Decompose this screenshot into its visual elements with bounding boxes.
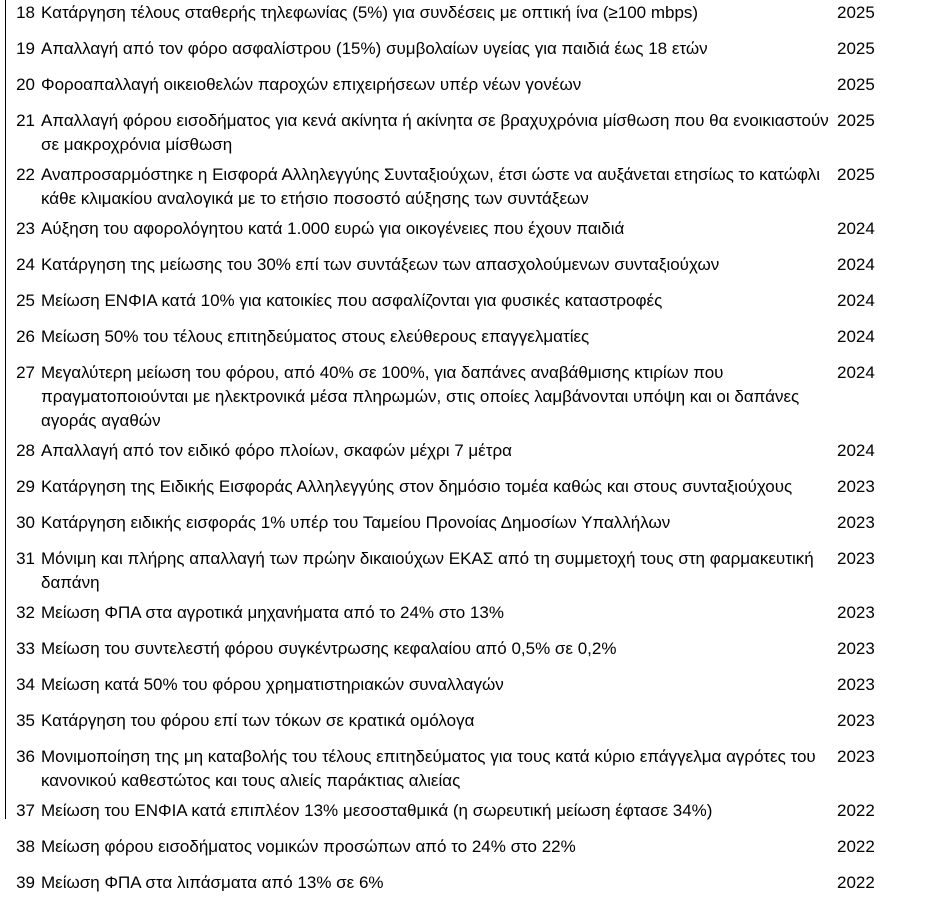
measure-year: 2023 (837, 747, 875, 766)
row-number: 18 (16, 3, 35, 22)
table-row (6, 161, 937, 215)
row-number-cell[interactable] (6, 215, 36, 251)
row-number-cell[interactable] (6, 323, 36, 359)
measure-year-cell[interactable] (831, 287, 937, 323)
row-number: 34 (16, 675, 35, 694)
measure-description-cell[interactable] (36, 509, 831, 545)
row-number: 29 (16, 477, 35, 496)
measure-year-cell[interactable] (831, 797, 937, 833)
row-number: 26 (16, 327, 35, 346)
measure-year: 2023 (837, 549, 875, 568)
measure-description: Κατάργηση ειδικής εισφοράς 1% υπέρ του Ταμείου Προνοίας Δημοσίων Υπαλλήλων (41, 513, 671, 532)
measure-description-cell[interactable] (36, 107, 831, 161)
measure-description-cell[interactable] (36, 797, 831, 833)
measure-year-cell[interactable] (831, 869, 937, 905)
row-number-cell[interactable] (6, 0, 36, 35)
row-number-cell[interactable] (6, 161, 36, 215)
measure-year: 2023 (837, 477, 875, 496)
measure-description: Μείωση ΦΠΑ στα αγροτικά μηχανήματα από το 24% στο 13% (41, 603, 504, 622)
measure-description: Κατάργηση τέλους σταθερής τηλεφωνίας (5%) για συνδέσεις με οπτική ίνα (≥100 mbps) (41, 3, 699, 22)
row-number-cell[interactable] (6, 359, 36, 437)
table-row (6, 473, 937, 509)
row-number: 21 (16, 111, 35, 130)
measure-year-cell[interactable] (831, 833, 937, 869)
row-number: 24 (16, 255, 35, 274)
row-number: 25 (16, 291, 35, 310)
measure-description: Μονιμοποίηση της μη καταβολής του τέλους επιτηδεύματος για τους κατά κύριο επάγγελμα αγρότες του κανονικού καθεστώτος και τους αλιείς παράκτιας αλιείας (41, 747, 816, 790)
measure-description: Μείωση κατά 50% του φόρου χρηματιστηριακών συναλλαγών (41, 675, 504, 694)
measure-description-cell[interactable] (36, 161, 831, 215)
measure-year: 2025 (837, 111, 875, 130)
measure-description: Απαλλαγή από τον φόρο ασφαλίστρου (15%) συμβολαίων υγείας για παιδιά έως 18 ετών (41, 39, 708, 58)
measure-year: 2024 (837, 255, 875, 274)
row-number: 33 (16, 639, 35, 658)
row-number: 20 (16, 75, 35, 94)
row-number-cell[interactable] (6, 251, 36, 287)
measure-year-cell[interactable] (831, 35, 937, 71)
measure-description: Μεγαλύτερη μείωση του φόρου, από 40% σε 100%, για δαπάνες αναβάθμισης κτιρίων που πραγματοποιούνται με ηλεκτρονικά μέσα πληρωμών, στις οποίες λαμβάνονται υπόψη και οι δαπάνες αγοράς αγαθών (41, 363, 800, 430)
table-row (6, 707, 937, 743)
row-number-cell[interactable] (6, 707, 36, 743)
measure-description: Αύξηση του αφορολόγητου κατά 1.000 ευρώ για οικογένειες που έχουν παιδιά (41, 219, 625, 238)
row-number-cell[interactable] (6, 287, 36, 323)
measure-description-cell[interactable] (36, 251, 831, 287)
measure-year: 2025 (837, 3, 875, 22)
measure-year: 2025 (837, 39, 875, 58)
table-row (6, 797, 937, 833)
measure-description-cell[interactable] (36, 71, 831, 107)
measure-description-cell[interactable] (36, 359, 831, 437)
row-number-cell[interactable] (6, 833, 36, 869)
measure-description-cell[interactable] (36, 743, 831, 797)
table-row (6, 833, 937, 869)
table-row (6, 635, 937, 671)
measure-year: 2024 (837, 291, 875, 310)
measure-description: Αναπροσαρμόστηκε η Εισφορά Αλληλεγγύης Συνταξιούχων, έτσι ώστε να αυξάνεται ετησίως το κατώφλι κάθε κλιμακίου αναλογικά με το ετήσιο ποσοστό αύξησης των συντάξεων (41, 165, 821, 208)
row-number: 30 (16, 513, 35, 532)
measure-year: 2023 (837, 675, 875, 694)
measure-year-cell[interactable] (831, 671, 937, 707)
measure-year-cell[interactable] (831, 107, 937, 161)
row-number: 31 (16, 549, 35, 568)
measure-description-cell[interactable] (36, 323, 831, 359)
row-number: 35 (16, 711, 35, 730)
measure-description: Απαλλαγή από τον ειδικό φόρο πλοίων, σκαφών μέχρι 7 μέτρα (41, 441, 512, 460)
measure-year-cell[interactable] (831, 545, 937, 599)
row-number-cell[interactable] (6, 35, 36, 71)
measure-year-cell[interactable] (831, 161, 937, 215)
measure-description: Φοροαπαλλαγή οικειοθελών παροχών επιχειρήσεων υπέρ νέων γονέων (41, 75, 582, 94)
table-row (6, 671, 937, 707)
measure-description-cell[interactable] (36, 437, 831, 473)
row-number: 23 (16, 219, 35, 238)
table-row (6, 107, 937, 161)
table-row (6, 35, 937, 71)
measure-description-cell[interactable] (36, 0, 831, 35)
measure-year: 2023 (837, 711, 875, 730)
table-row (6, 743, 937, 797)
measure-description: Μείωση 50% του τέλους επιτηδεύματος στους ελεύθερους επαγγελματίες (41, 327, 590, 346)
measure-description: Μείωση του συντελεστή φόρου συγκέντρωσης κεφαλαίου από 0,5% σε 0,2% (41, 639, 617, 658)
tax-measures-table (6, 0, 937, 905)
measure-description: Μείωση φόρου εισοδήματος νομικών προσώπων από το 24% στο 22% (41, 837, 576, 856)
table-row (6, 71, 937, 107)
measure-year: 2022 (837, 801, 875, 820)
row-number: 38 (16, 837, 35, 856)
measure-year: 2023 (837, 513, 875, 532)
row-number-cell[interactable] (6, 671, 36, 707)
row-number-cell[interactable] (6, 635, 36, 671)
row-number-cell[interactable] (6, 743, 36, 797)
table-row (6, 323, 937, 359)
table-row (6, 215, 937, 251)
measure-year: 2025 (837, 165, 875, 184)
measure-year: 2022 (837, 837, 875, 856)
measure-year: 2024 (837, 327, 875, 346)
table-row (6, 509, 937, 545)
measure-description-cell[interactable] (36, 599, 831, 635)
table-row (6, 437, 937, 473)
row-number: 37 (16, 801, 35, 820)
table-row (6, 287, 937, 323)
table-row (6, 869, 937, 905)
table-row (6, 0, 937, 35)
measure-description-cell[interactable] (36, 635, 831, 671)
row-number: 39 (16, 873, 35, 892)
measure-year-cell[interactable] (831, 359, 937, 437)
row-number-cell[interactable] (6, 797, 36, 833)
measure-description: Κατάργηση της Ειδικής Εισφοράς Αλληλεγγύης στον δημόσιο τομέα καθώς και στους συνταξιούχους (41, 477, 793, 496)
measure-year-cell[interactable] (831, 323, 937, 359)
measure-description-cell[interactable] (36, 287, 831, 323)
row-number-cell[interactable] (6, 869, 36, 905)
row-number: 36 (16, 747, 35, 766)
measure-year: 2024 (837, 363, 875, 382)
measure-year-cell[interactable] (831, 437, 937, 473)
row-number-cell[interactable] (6, 599, 36, 635)
measure-year: 2025 (837, 75, 875, 94)
measure-description: Κατάργηση του φόρου επί των τόκων σε κρατικά ομόλογα (41, 711, 475, 730)
measure-year-cell[interactable] (831, 707, 937, 743)
measure-year-cell[interactable] (831, 635, 937, 671)
row-number: 28 (16, 441, 35, 460)
measure-description: Απαλλαγή φόρου εισοδήματος για κενά ακίνητα ή ακίνητα σε βραχυχρόνια μίσθωση που θα ενοικιαστούν σε μακροχρόνια μίσθωση (41, 111, 829, 154)
measure-description: Μείωση ΦΠΑ στα λιπάσματα από 13% σε 6% (41, 873, 384, 892)
measure-year: 2023 (837, 603, 875, 622)
table-row (6, 599, 937, 635)
row-number-cell[interactable] (6, 545, 36, 599)
measure-description: Μείωση του ΕΝΦΙΑ κατά επιπλέον 13% μεσοσταθμικά (η σωρευτική μείωση έφτασε 34%) (41, 801, 713, 820)
measure-description-cell[interactable] (36, 545, 831, 599)
row-number: 19 (16, 39, 35, 58)
measure-description-cell[interactable] (36, 869, 831, 905)
row-number-cell[interactable] (6, 437, 36, 473)
measure-year-cell[interactable] (831, 743, 937, 797)
row-number: 27 (16, 363, 35, 382)
measure-year-cell[interactable] (831, 0, 937, 35)
measure-description-cell[interactable] (36, 473, 831, 509)
measure-year-cell[interactable] (831, 599, 937, 635)
row-number: 22 (16, 165, 35, 184)
measure-description-cell[interactable] (36, 671, 831, 707)
measure-year: 2024 (837, 441, 875, 460)
measure-year-cell[interactable] (831, 215, 937, 251)
measure-year: 2022 (837, 873, 875, 892)
row-number-cell[interactable] (6, 473, 36, 509)
tax-measures-rows (6, 0, 937, 905)
table-row (6, 359, 937, 437)
measure-year-cell[interactable] (831, 71, 937, 107)
measure-year: 2023 (837, 639, 875, 658)
table-row (6, 545, 937, 599)
row-number: 32 (16, 603, 35, 622)
row-number-cell[interactable] (6, 509, 36, 545)
measure-year-cell[interactable] (831, 251, 937, 287)
row-number-cell[interactable] (6, 107, 36, 161)
measure-description: Μόνιμη και πλήρης απαλλαγή των πρώην δικαιούχων ΕΚΑΣ από τη συμμετοχή τους στη φαρμακευτική δαπάνη (41, 549, 814, 592)
measure-year: 2024 (837, 219, 875, 238)
row-number-cell[interactable] (6, 71, 36, 107)
measure-description-cell[interactable] (36, 833, 831, 869)
measure-description: Κατάργηση της μείωσης του 30% επί των συντάξεων των απασχολούμενων συνταξιούχων (41, 255, 720, 274)
table-row (6, 251, 937, 287)
measure-year-cell[interactable] (831, 509, 937, 545)
measure-description: Μείωση ΕΝΦΙΑ κατά 10% για κατοικίες που ασφαλίζονται για φυσικές καταστροφές (41, 291, 663, 310)
measure-description-cell[interactable] (36, 707, 831, 743)
measure-description-cell[interactable] (36, 35, 831, 71)
measure-description-cell[interactable] (36, 215, 831, 251)
measure-year-cell[interactable] (831, 473, 937, 509)
